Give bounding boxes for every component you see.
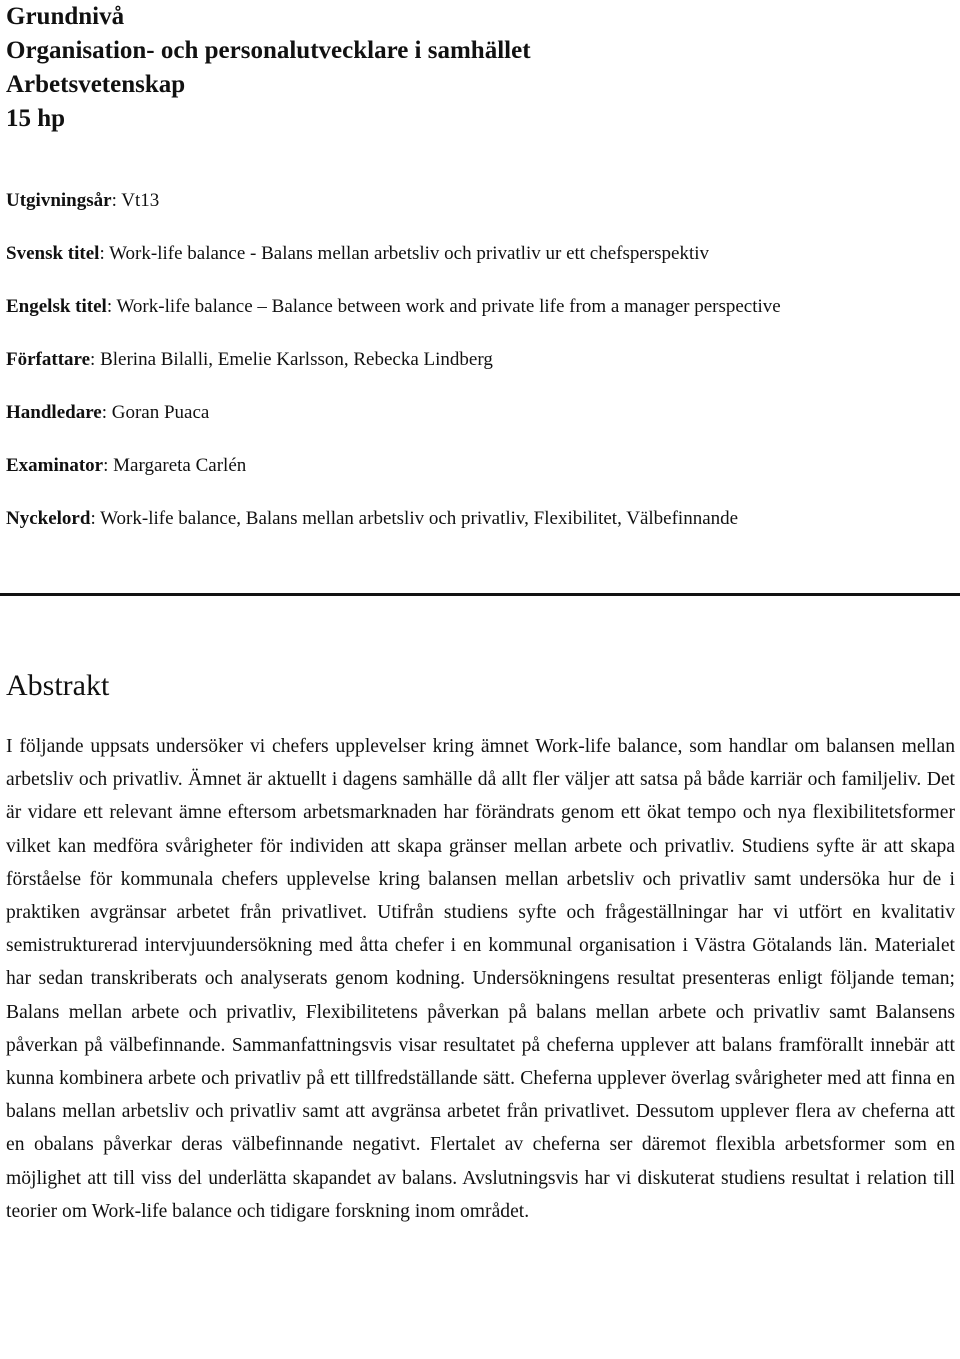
meta-row-keywords: Nyckelord: Work-life balance, Balans mellan arbetsliv och privatliv, Flexibilitet, Välbefinnande xyxy=(6,508,739,529)
subject-heading: Arbetsvetenskap xyxy=(6,71,186,98)
authors-value: Blerina Bilalli, Emelie Karlsson, Rebecka Lindberg xyxy=(100,349,493,370)
section-divider xyxy=(0,593,960,596)
document-header xyxy=(6,0,946,136)
english-title-label: Engelsk titel xyxy=(6,296,107,317)
examiner-value: Margareta Carlén xyxy=(113,455,247,476)
abstract-paragraph: I följande uppsats undersöker vi chefers upplevelser kring ämnet Work-life balance, som handlar om balansen mellan arbetsliv och privatliv. Ämnet är aktuellt i dagens samhälle då allt fler väljer att satsa på både karriär och familjeliv. Det är vidare ett relevant ämne eftersom arbetsmarknaden har förändrats genom ett ökat tempo och nya flexibilitetsformer vilket kan medföra svårigheter för individen att skapa gränser mellan arbete och privatliv. Studiens syfte är att skapa förståelse för kommunala chefers upplevelse kring balansen mellan arbetsliv och privatliv samt undersöka hur de i praktiken avgränsar arbetet från privatlivet. Utifrån studiens syfte och frågeställningar har vi utfört en kvalitativ semistrukturerad intervjuundersökning med åtta chefer i en kommunal organisation i Västra Götalands län. Materialet har sedan transkriberats och analyserats genom kodning. Undersökningens resultat presenteras enligt följande teman; Balans mellan arbete och privatliv, Flexibilitetens påverkan på balans mellan arbete och privatliv samt Balansens påverkan på välbefinnande. Sammanfattningsvis visar resultatet på cheferna upplever att balans framförallt innebär att kunna kombinera arbete och privatliv på ett tillfredställande sätt. Cheferna upplever överlag svårigheter med att finna en balans mellan arbetsliv och privatliv samt att avgränsa arbetet från privatlivet. Dessutom upplever flera av cheferna att en obalans påverkar deras välbefinnande negativt. Flertalet av cheferna ser däremot flexibla arbetsformer som en möjlighet att till viss del underlätta skapandet av balans. Avslutningsvis har vi diskuterat studiens resultat i relation till teorier om Work-life balance och tidigare forskning inom området. xyxy=(6,736,955,1222)
examiner-label: Examinator xyxy=(6,455,104,476)
keywords-label: Nyckelord xyxy=(6,508,91,529)
meta-row-authors: Författare: Blerina Bilalli, Emelie Karlsson, Rebecka Lindberg xyxy=(6,349,493,370)
swedish-title-label: Svensk titel xyxy=(6,243,100,264)
metadata-list xyxy=(6,186,954,557)
supervisor-value: Goran Puaca xyxy=(111,402,210,423)
meta-row-year: Utgivningsår: Vt13 xyxy=(6,190,160,211)
year-label: Utgivningsår xyxy=(6,190,112,211)
credits-heading: 15 hp xyxy=(6,105,66,132)
swedish-title-value: Work-life balance - Balans mellan arbetsliv och privatliv ur ett chefsperspektiv xyxy=(109,243,710,264)
meta-row-swedish-title: Svensk titel: Work-life balance - Balans mellan arbetsliv och privatliv ur ett chefsperspektiv xyxy=(6,243,710,264)
year-value: Vt13 xyxy=(121,190,160,211)
english-title-value: Work-life balance – Balance between work and private life from a manager perspective xyxy=(116,296,781,317)
abstract-heading: Abstrakt xyxy=(6,669,110,702)
supervisor-label: Handledare xyxy=(6,402,102,423)
keywords-value: Work-life balance, Balans mellan arbetsliv och privatliv, Flexibilitet, Välbefinnande xyxy=(100,508,739,529)
level-heading: Grundnivå xyxy=(6,3,125,30)
meta-row-english-title: Engelsk titel: Work-life balance – Balance between work and private life from a manager perspective xyxy=(6,296,781,317)
meta-row-examiner: Examinator: Margareta Carlén xyxy=(6,455,247,476)
meta-row-supervisor: Handledare: Goran Puaca xyxy=(6,402,210,423)
authors-label: Författare xyxy=(6,349,91,370)
program-heading: Organisation- och personalutvecklare i samhället xyxy=(6,37,531,64)
